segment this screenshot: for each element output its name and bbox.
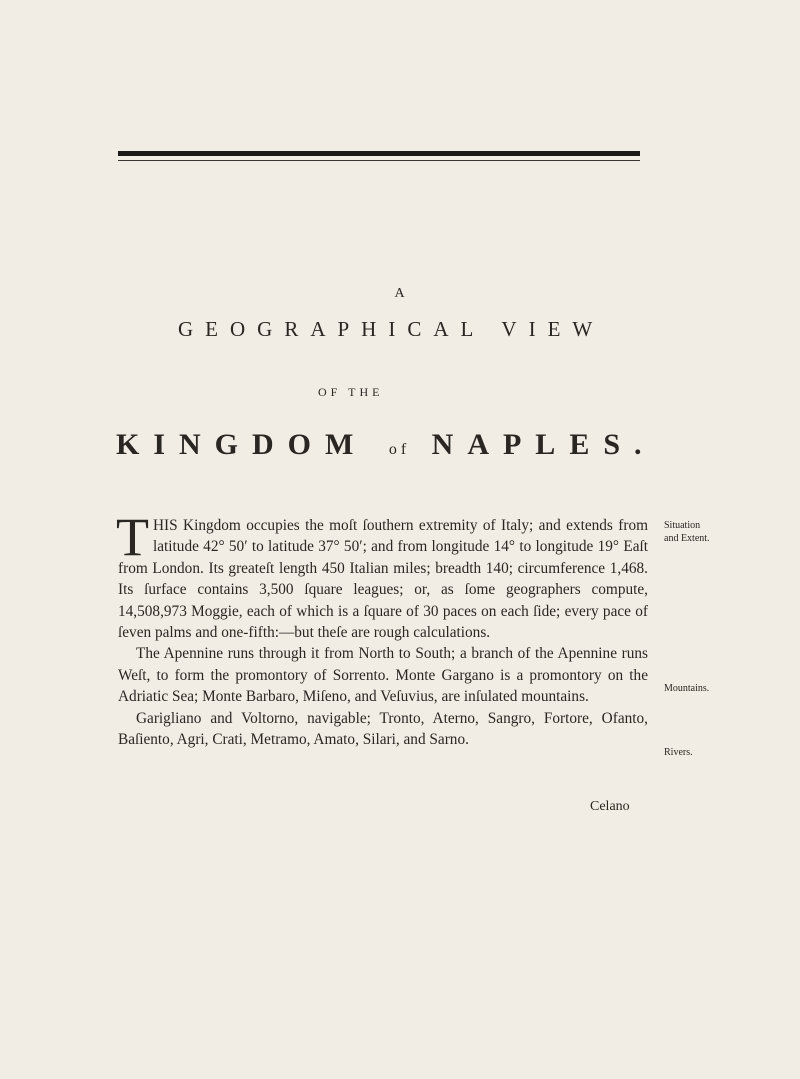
body-text (116, 507, 648, 750)
title-kingdom: KINGDOM (116, 428, 368, 461)
header-rule-thick (118, 151, 640, 156)
drop-cap: T (116, 507, 149, 567)
paragraph-mountains: The Apennine runs through it from North to South; a branch of the Apennine runs Weſt, to form the promontory of Sorrento. Monte Gargano is a promontory on the Adriatic Sea; Monte Barbaro, Miſeno, and Veſuvius, are inſulated mountains. (118, 645, 648, 706)
margin-note-extent: and Extent. (664, 533, 710, 544)
title-of: of (388, 441, 411, 458)
title-geographical-view: GEOGRAPHICAL VIEW (178, 317, 605, 341)
margin-note-rivers: Rivers. (664, 747, 693, 758)
title-naples: NAPLES. (431, 428, 656, 461)
paragraph-rivers: Garigliano and Voltorno, navigable; Tronto, Aterno, Sangro, Fortore, Ofanto, Baſiento, Agri, Crati, Metramo, Amato, Silari, and Sarno. (118, 709, 648, 749)
paragraph-situation-text: HIS Kingdom occupies the moſt ſouthern extremity of Italy; and extends from latitude 42° 50′ to latitude 37° 50′; and from longitude 14° to longitude 19° Eaſt from London. Its greateſt length 450 Italian miles; breadth 140; circumference 1,468. Its ſurface contains 3,500 ſquare leagues; or, as ſome geographers compute, 14,508,973 Moggie, each of which is a ſquare of 30 paces on each ſide; every pace of ſeven palms and one-fifth:—but theſe are rough calculations. (118, 517, 648, 642)
margin-note-mountains: Mountains. (664, 683, 710, 694)
paragraph-situation (116, 507, 648, 643)
title-of-the: OF THE (318, 385, 384, 399)
catchword: Celano (590, 799, 630, 814)
header-rule-thin (118, 160, 640, 161)
title-kingdom-of-naples (116, 428, 656, 462)
margin-note-situation: Situation (664, 520, 701, 531)
title-article: A (394, 286, 406, 301)
